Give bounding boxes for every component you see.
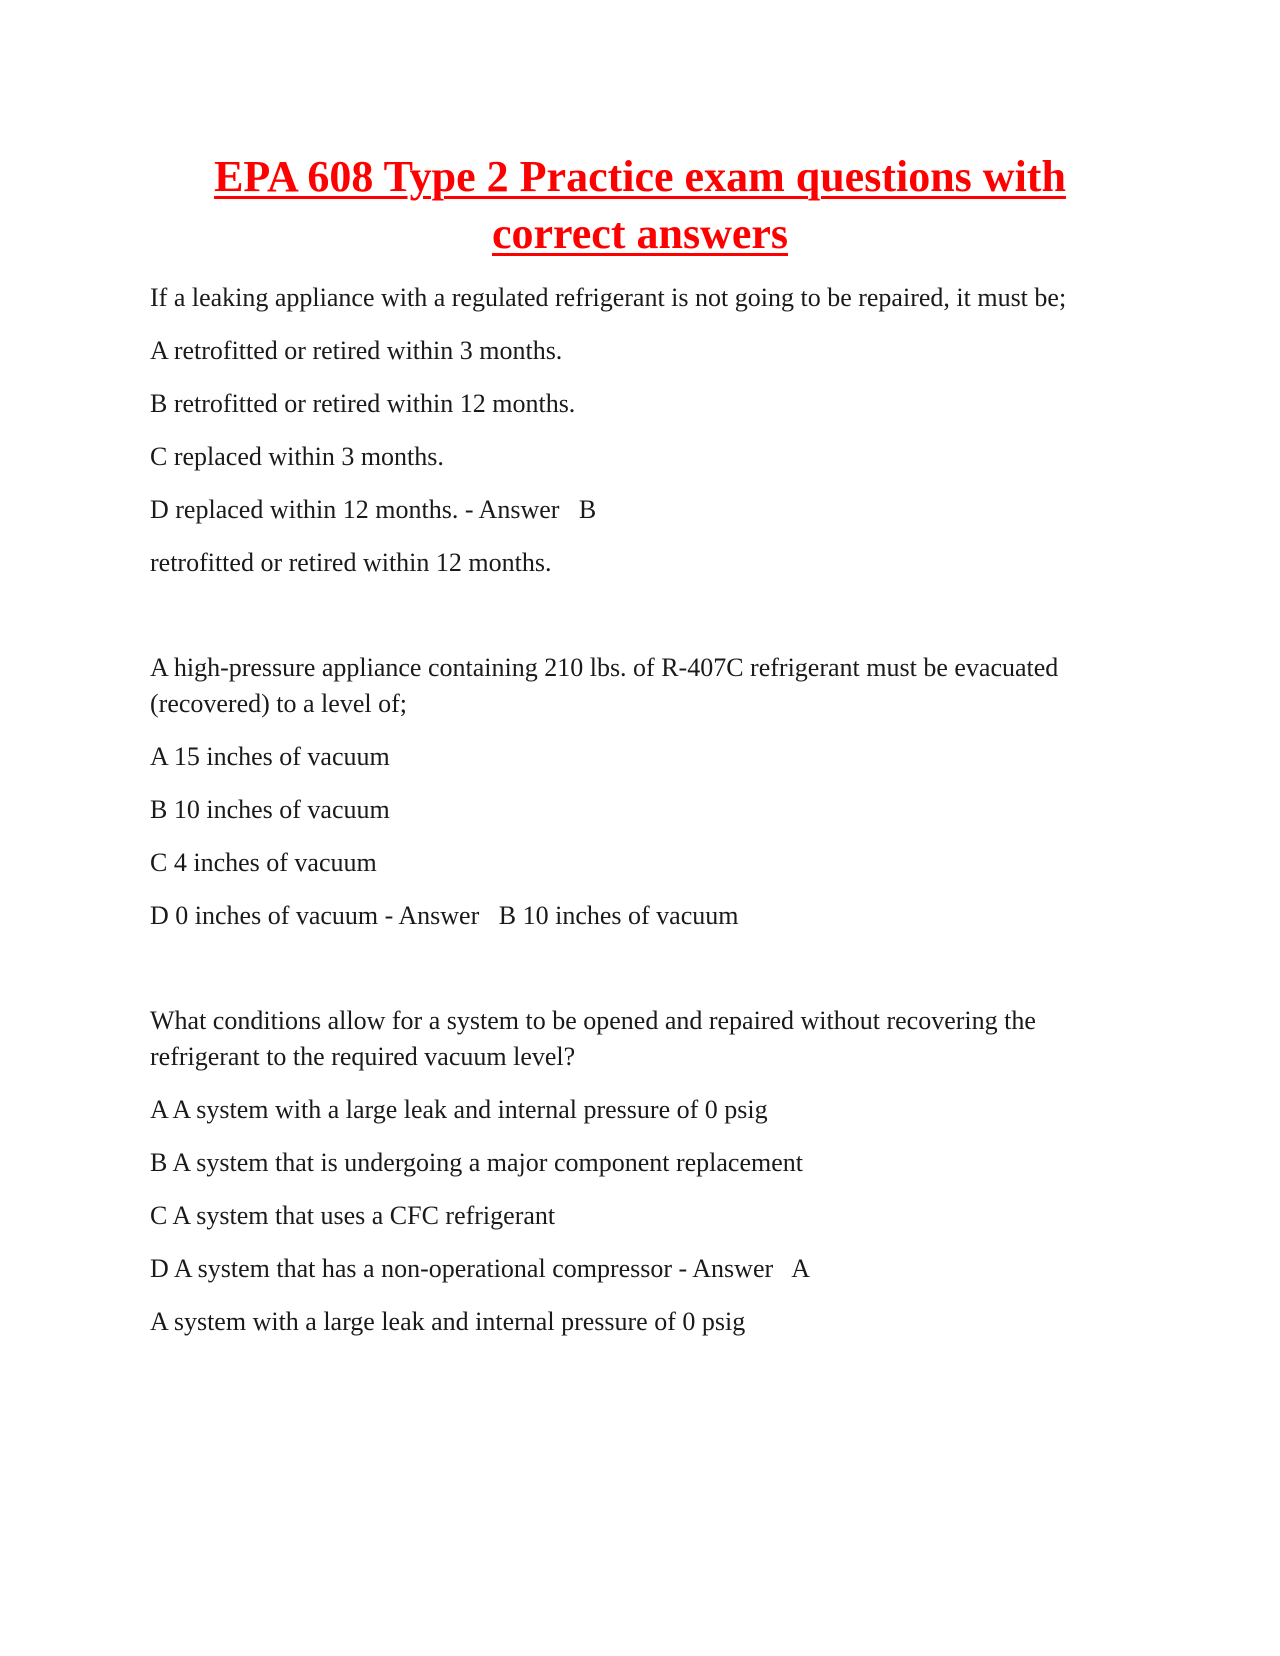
answer-option: B retrofitted or retired within 12 months. xyxy=(150,389,576,418)
question-text: A high-pressure appliance containing 210 lbs. of R-407C refrigerant must be evacuated (recovered) to a level of; xyxy=(150,653,1065,718)
question-text: If a leaking appliance with a regulated refrigerant is not going to be repaired, it must be; xyxy=(150,283,1067,312)
question-block xyxy=(150,650,1110,934)
answer-option: A 15 inches of vacuum xyxy=(150,742,390,771)
correct-answer-text: retrofitted or retired within 12 months. xyxy=(150,548,552,577)
page-title: EPA 608 Type 2 Practice exam questions with correct answers xyxy=(214,152,1066,258)
answer-option: D replaced within 12 months. - Answer B xyxy=(150,495,597,524)
question-block xyxy=(150,1003,1110,1340)
answer-option: D 0 inches of vacuum - Answer B 10 inches of vacuum xyxy=(150,901,739,930)
section-spacer xyxy=(150,951,1110,1003)
answer-option: B A system that is undergoing a major component replacement xyxy=(150,1148,803,1177)
question-text: What conditions allow for a system to be opened and repaired without recovering the refrigerant to the required vacuum level? xyxy=(150,1006,1043,1071)
answer-option: C 4 inches of vacuum xyxy=(150,848,377,877)
question-block xyxy=(150,280,1110,581)
answer-option: A retrofitted or retired within 3 months. xyxy=(150,336,563,365)
section-spacer xyxy=(150,598,1110,650)
correct-answer-text: A system with a large leak and internal pressure of 0 psig xyxy=(150,1307,746,1336)
answer-option: C A system that uses a CFC refrigerant xyxy=(150,1201,556,1230)
answer-option: B 10 inches of vacuum xyxy=(150,795,390,824)
answer-option: C replaced within 3 months. xyxy=(150,442,444,471)
answer-option: D A system that has a non-operational compressor - Answer A xyxy=(150,1254,810,1283)
document-body xyxy=(150,280,1110,1357)
answer-option: A A system with a large leak and internal pressure of 0 psig xyxy=(150,1095,768,1124)
